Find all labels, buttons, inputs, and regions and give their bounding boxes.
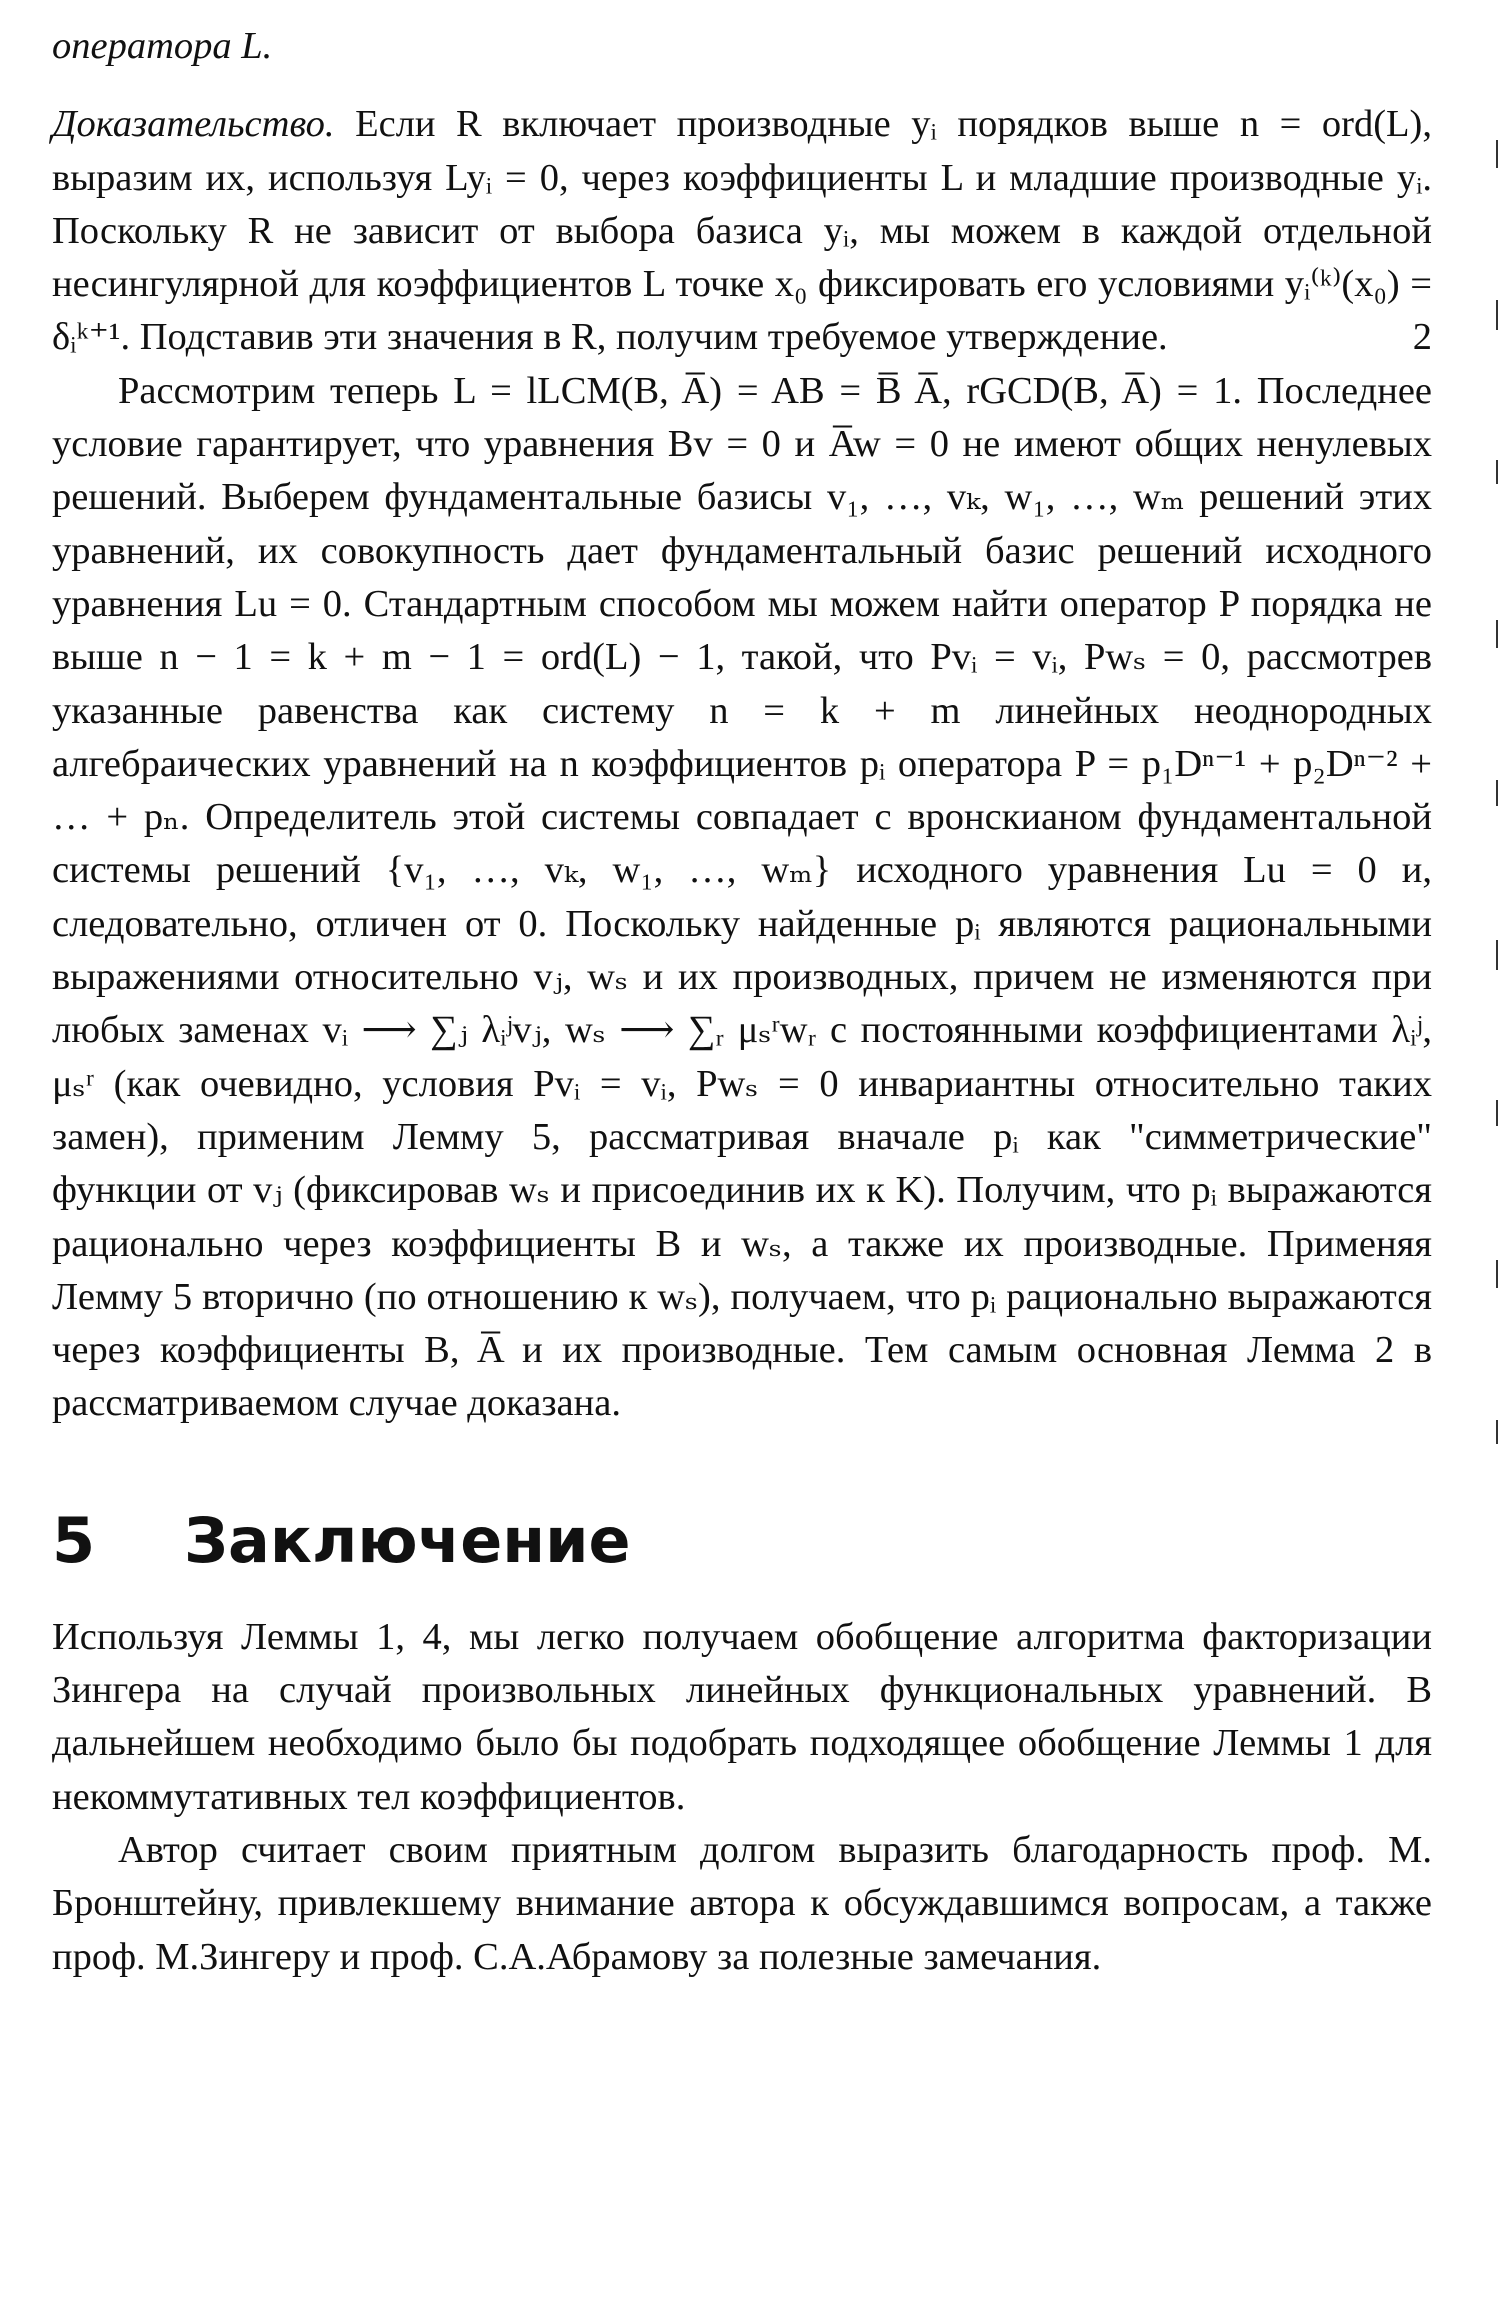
scan-edge-mark — [1496, 780, 1498, 806]
scan-edge-mark — [1496, 1420, 1498, 1444]
proof-paragraph — [52, 98, 1432, 364]
scan-edge-mark — [1496, 940, 1498, 970]
conclusion-paragraph-2: Автор считает своим приятным долгом выразить благодарность проф. М. Бронштейну, привлекшему внимание автора к обсуждавшимся вопросам, а также проф. М.Зингеру и проф. С.А.Абрамову за полезные замечания. — [52, 1828, 1432, 1978]
page-body — [52, 20, 1432, 1984]
section-title: Заключение — [184, 1503, 631, 1577]
scan-edge-mark — [1496, 140, 1498, 168]
scan-edge-mark — [1496, 620, 1498, 648]
section-number: 5 — [52, 1503, 96, 1577]
scan-edge-mark — [1496, 300, 1498, 330]
scan-edge-mark — [1496, 1260, 1498, 1288]
proof-heading: Доказательство. — [52, 103, 335, 146]
qed-mark: 2 — [1412, 316, 1432, 359]
conclusion-paragraph-1: Используя Леммы 1, 4, мы легко получаем обобщение алгоритма факторизации Зингера на случай произвольных линейных функциональных уравнений. В дальнейшем необходимо было бы подобрать подходящее обобщение Леммы 1 для некоммутативных тел коэффициентов. — [52, 1615, 1432, 1818]
proof-text: Если R включает производные yᵢ порядков выше n = ord(L), выразим их, используя Lyᵢ = 0, через коэффициенты L и младшие производные yᵢ. Поскольку R не зависит от выбора базиса yᵢ, мы можем в каждой отдельной несингулярной для коэффициентов L точке x₀ фиксировать его условиями yᵢ⁽ᵏ⁾(x₀) = δᵢᵏ⁺¹. Подставив эти значения в R, получим требуемое утверждение. — [52, 103, 1432, 359]
scan-edge-mark — [1496, 1100, 1498, 1126]
top-line-fragment: оператора L. — [52, 25, 273, 67]
section-heading — [52, 1501, 1432, 1581]
scan-edge-mark — [1496, 460, 1498, 484]
main-paragraph: Рассмотрим теперь L = lLCM(B, A̅) = AB = B̅ A̅, rGCD(B, A̅) = 1. Последнее условие гарантирует, что уравнения Bv = 0 и A̅w = 0 не имеют общих ненулевых решений. Выберем фундаментальные базисы v₁, …, vₖ, w₁, …, wₘ решений этих уравнений, их совокупность дает фундаментальный базис решений исходного уравнения Lu = 0. Стандартным способом мы можем найти оператор P порядка не выше n − 1 = k + m − 1 = ord(L) − 1, такой, что Pvᵢ = vᵢ, Pwₛ = 0, рассмотрев указанные равенства как систему n = k + m линейных неоднородных алгебраических уравнений на n коэффициентов pᵢ оператора P = p₁Dⁿ⁻¹ + p₂Dⁿ⁻² + … + pₙ. Определитель этой системы совпадает с вронскианом фундаментальной системы решений {v₁, …, vₖ, w₁, …, wₘ} исходного уравнения Lu = 0 и, следовательно, отличен от 0. Поскольку найденные pᵢ являются рациональными выражениями относительно vⱼ, wₛ и их производных, причем не изменяются при любых заменах vᵢ ⟶ ∑ⱼ λᵢʲvⱼ, wₛ ⟶ ∑ᵣ μₛʳwᵣ с постоянными коэффициентами λᵢʲ, μₛʳ (как очевидно, условия Pvᵢ = vᵢ, Pwₛ = 0 инвариантны относительно таких замен), применим Лемму 5, рассматривая вначале pᵢ как "симметрические" функции от vⱼ (фиксировав wₛ и присоединив их к K). Получим, что pᵢ выражаются рационально через коэффициенты B и wₛ, а также их производные. Применяя Лемму 5 вторично (по отношению к wₛ), получаем, что pᵢ рационально выражаются через коэффициенты B, A̅ и их производные. Тем самым основная Лемма 2 в рассматриваемом случае доказана. — [52, 369, 1432, 1425]
